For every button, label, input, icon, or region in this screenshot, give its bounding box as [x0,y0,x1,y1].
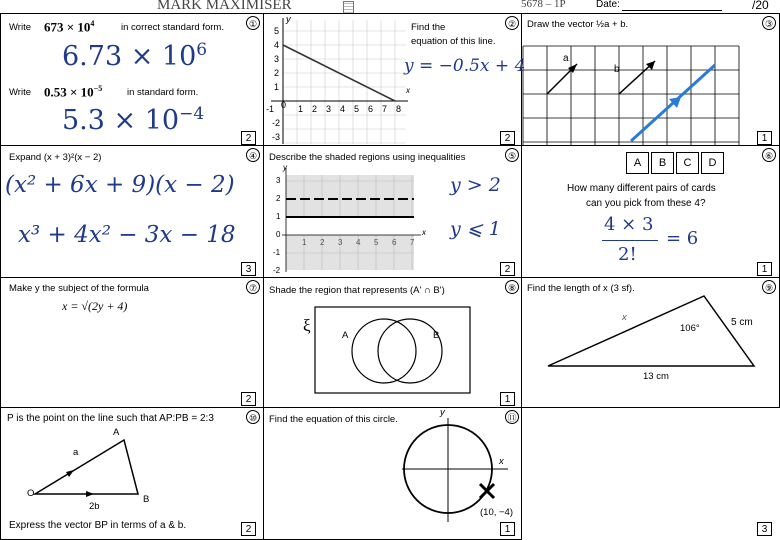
q7-cell [0,277,264,408]
q4-answer: x³ + 4x² − 3x − 18 [18,222,236,248]
q2-ytick-m3: -3 [272,132,281,142]
q10-label-A: A [113,427,120,438]
q2-line-graph [266,14,416,146]
q6-card-a: A [626,152,649,174]
q7-mark-box: 2 [241,392,256,406]
q11-number: ⑪ [505,410,519,424]
q6-question-line1: How many different pairs of cards [567,183,716,194]
q10-number: ⑩ [246,410,260,424]
q3-mark-box: 1 [757,131,772,145]
q9-triangle [540,292,760,372]
q1-expression: $673 \times 10^4$ [44,19,95,35]
q10-label-a: a [73,447,79,458]
q5-xtick-2: 2 [320,238,325,247]
q2-y-axis-label: y [286,14,291,25]
q5-answer-1: y > 2 [450,174,501,196]
q2-xtick-3: 3 [326,104,332,114]
q5-y-axis-label: y [283,163,287,172]
q5-x-axis-label: x [422,228,426,237]
q2-xtick-1: 1 [298,104,304,114]
q2-question-line1: Find the [411,22,446,33]
q5-xtick-5: 5 [374,238,379,247]
q8-label-b: B [433,330,440,341]
q5-xtick-7: 7 [410,238,415,247]
q1-write-label-2: Write [9,87,31,98]
q4-mark-box: 3 [241,262,256,276]
q3-label-b: b [614,64,620,75]
q4-number: ④ [246,148,260,162]
q9-angle: 106° [680,323,700,334]
q6-mark-box: 1 [757,262,772,276]
q11-point-cross-icon [480,484,494,498]
q7-question: Make y the subject of the formula [9,283,149,294]
q5-ytick-m2: -2 [273,266,281,275]
q5-number: ⑤ [505,148,519,162]
q5-ytick-2: 2 [276,194,281,203]
q5-ytick-1: 1 [276,212,281,221]
q6-numerator: 4 × 3 [604,214,654,235]
q1-answer-2: $5.3 \times 10^{-4}$ [62,104,205,136]
q9-side-13cm: 13 cm [643,371,669,382]
q6-result: = 6 [666,228,699,249]
q1-mark-box: 2 [241,131,256,145]
q5-ytick-3: 3 [276,176,281,185]
q1-write-label: Write [9,22,31,33]
q6-card-b: B [651,152,674,174]
q1-answer-1: $6.73 \times 10^6$ [62,40,208,72]
q2-xtick-8: 8 [396,104,402,114]
paper-code: 5678 – 1P [521,0,566,10]
q11-point-label: (10, −4) [480,507,514,518]
q2-x-axis-label: x [406,86,410,95]
q5-ytick-m1: -1 [273,248,281,257]
q9-side-5cm: 5 cm [731,317,753,328]
q2-xtick-5: 5 [354,104,360,114]
q1-expression-2: $0.53 \times 10^{-5}$ [44,84,103,100]
q3-vector-grid [521,45,751,145]
q7-number: ⑦ [246,280,260,294]
q5-mark-box: 2 [500,262,515,276]
q5-inequality-graph [266,160,446,275]
q9-question: Find the length of x (3 sf). [527,283,635,294]
q8-universal-set-symbol: ξ [303,316,311,335]
q2-origin: 0 [281,100,287,110]
q6-denominator: 2! [618,244,637,265]
page-title: MARK MAXIMISER [157,0,292,13]
q10-mark-box: 2 [241,522,256,536]
q6-card-c: C [676,152,699,174]
q5-xtick-3: 3 [338,238,343,247]
q11-question: Find the equation of this circle. [269,414,398,425]
q8-label-a: A [342,330,349,341]
q2-answer: y = −0.5x + 4 [404,56,526,76]
q5-xtick-6: 6 [392,238,397,247]
q6-number: ⑥ [762,148,776,162]
q2-question-line2: equation of this line. [411,36,496,47]
q8-question: Shade the region that represents (A' ∩ B') [269,285,445,296]
q10-label-B: B [143,494,150,505]
date-line [622,10,722,11]
q2-mark-box: 2 [500,131,515,145]
q2-number: ② [505,16,519,30]
q1-instruction: in correct standard form. [121,22,224,33]
q6-question-line2: can you pick from these 4? [586,198,706,209]
q3-label-a: a [563,53,569,64]
q6-card-d: D [701,152,724,174]
q2-ytick-1: 1 [274,82,280,92]
q3-question: Draw the vector ½a + b. [527,19,629,30]
q10-label-O: O [27,488,35,499]
q2-ytick-2: 2 [274,68,280,78]
q10-question: P is the point on the line such that AP:PB = 2:3 [7,413,214,424]
q5-xtick-4: 4 [356,238,361,247]
q2-ytick-3: 3 [274,54,280,64]
q3-number: ③ [762,16,776,30]
q4-question: Expand (x + 3)²(x − 2) [9,152,102,163]
q2-xtick-6: 6 [368,104,374,114]
q5-answer-2: y ⩽ 1 [450,218,501,240]
q2-xtick-7: 7 [382,104,388,114]
q9-number: ⑨ [762,280,776,294]
q1-instruction-2: in standard form. [127,87,199,98]
q8-mark-box: 1 [500,392,515,406]
q10-label-2b: 2b [89,501,100,512]
q2-ytick-m1: -1 [266,104,275,114]
q11-y-axis-label: y [440,407,445,418]
q2-ytick-5: 5 [274,26,280,36]
q1-number: ① [246,16,260,30]
q5-question: Describe the shaded regions using inequalities [269,152,466,163]
q5-ytick-0: 0 [276,230,281,239]
q11-mark-box: 1 [500,522,515,536]
q5-xtick-1: 1 [302,238,307,247]
q8-number: ⑧ [505,280,519,294]
q8-venn-diagram [314,306,472,396]
q2-ytick-m2: -2 [272,118,281,128]
q2-ytick-4: 4 [274,40,280,50]
score-total: /20 [752,0,769,12]
q6-fraction-bar [602,240,658,241]
q10-vector-triangle [30,432,150,502]
q11-x-axis-label: x [499,456,504,467]
q4-cell [0,145,264,278]
q4-working-line: (x² + 6x + 9)(x − 2) [5,172,235,198]
q7-formula: x = √(2y + 4) [62,299,128,313]
q2-xtick-4: 4 [340,104,346,114]
q2-xtick-2: 2 [312,104,318,114]
date-label: Date: [596,0,620,10]
q9-mark-box: 3 [757,522,772,536]
q10-instruction: Express the vector BP in terms of a & b. [9,520,187,531]
q9-side-x: x [622,312,627,323]
